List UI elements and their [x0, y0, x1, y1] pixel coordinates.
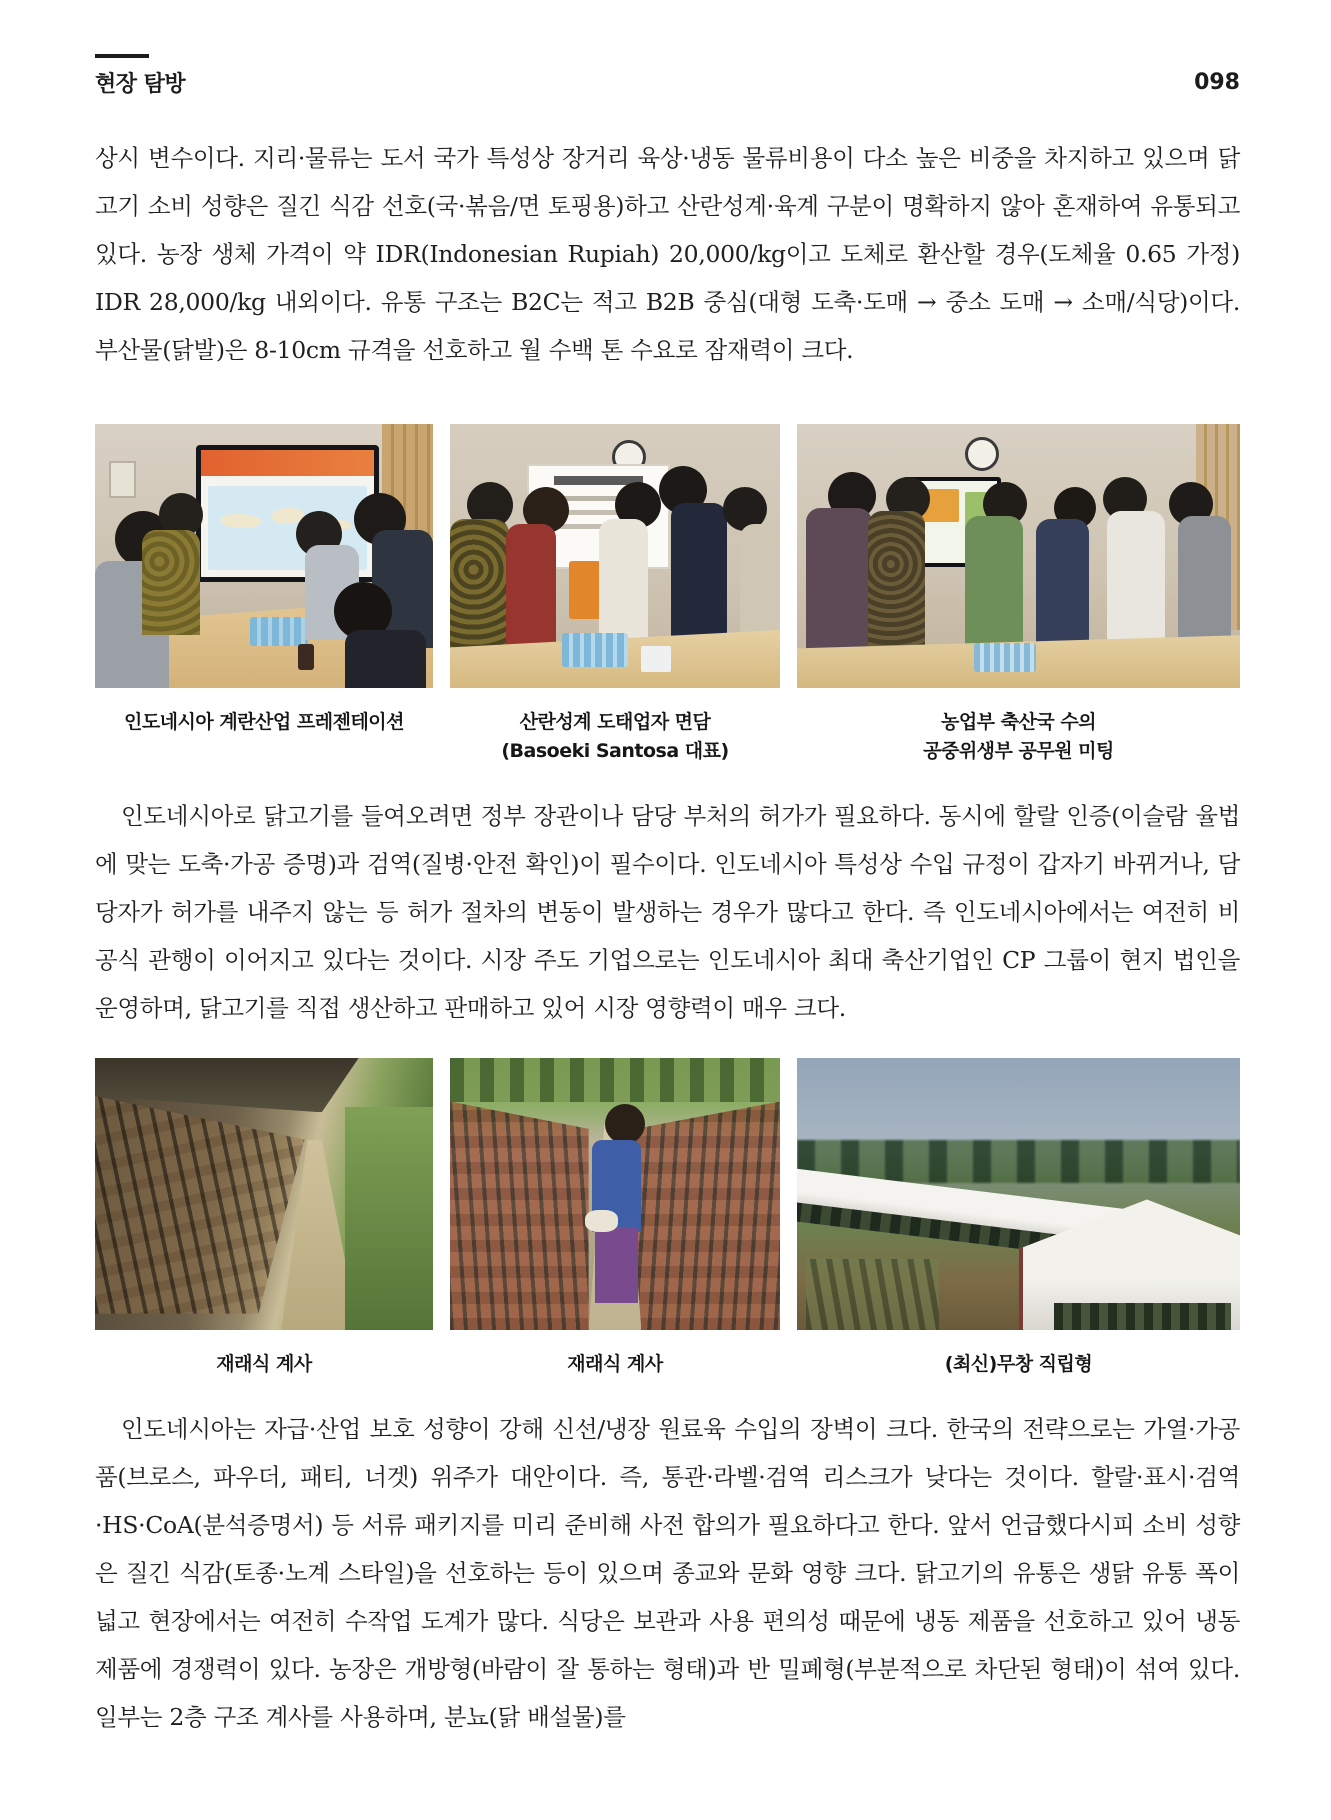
- crop-field: [806, 1259, 939, 1330]
- slide-title-bar: [201, 450, 374, 475]
- caption-row-farms: [95, 1350, 1240, 1379]
- section-label: 현장 탐방: [95, 72, 186, 97]
- photo-row-meetings: [95, 424, 1240, 688]
- map-island: [221, 514, 262, 527]
- cage-bank-left: [450, 1102, 589, 1330]
- section-rule: [95, 54, 149, 58]
- photo-caption: [797, 1350, 1240, 1379]
- caption-line: 농업부 축산국 수의: [940, 711, 1097, 733]
- coffee-cup: [298, 644, 314, 670]
- paragraph-market-logistics: 상시 변수이다. 지리·물류는 도서 국가 특성상 장거리 육상·냉동 물류비용이 다소 높은 비중을 차지하고 있으며 닭고기 소비 성향은 질긴 식감 선호(국·볶음/면 토핑용)하고 산란성계·육계 구분이 명확하지 않아 혼재하여 유통되고 있다. 농장 생체 가격이 약 IDR(Indonesian Rupiah) 20,000/kg이고 도체로 환산할 경우(도체율 0.65 가정) IDR 28,000/kg 내외이다. 유통 구조는 B2C는 적고 B2B 중심(대형 도축·도매 → 중소 도매 → 소매/식당)이다. 부산물(닭발)은 8-10cm 규격을 선호하고 월 수백 톤 수요로 잠재력이 크다.: [95, 144, 1240, 364]
- person-silhouette-foreground: [345, 630, 426, 688]
- farm-worker-trousers: [595, 1227, 638, 1303]
- caption-row-meetings: [95, 708, 1240, 766]
- caption-line: 산란성계 도태업자 면담: [519, 711, 711, 733]
- caption-line: (최신)무창 직립형: [944, 1353, 1093, 1375]
- paragraph-import-permits: 인도네시아로 닭고기를 들여오려면 정부 장관이나 담당 부처의 허가가 필요하다. 동시에 할랄 인증(이슬람 율법에 맞는 도축·가공 증명)과 검역(질병·안전 확인)이 필수이다. 인도네시아 특성상 수입 규정이 갑자기 바뀌거나, 담당자가 허가를 내주지 않는 등 허가 절차의 변동이 발생하는 경우가 많다고 한다. 즉 인도네시아에서는 여전히 비공식 관행이 이어지고 있다는 것이다. 시장 주도 기업으로는 인도네시아 최대 축산기업인 CP 그룹이 현지 법인을 운영하며, 닭고기를 직접 생산하고 판매하고 있어 시장 영향력이 매우 크다.: [95, 802, 1240, 1022]
- egg-tray: [585, 1210, 618, 1232]
- photo-traditional-coop-exterior: [95, 1058, 433, 1330]
- photo-culler-interview-handshake: [450, 424, 780, 688]
- photo-caption: [95, 708, 433, 766]
- photo-traditional-coop-interior: [450, 1058, 780, 1330]
- wall-switch-panel: [109, 461, 136, 498]
- caption-line: 재래식 계사: [216, 1353, 312, 1375]
- photo-caption: [797, 708, 1240, 766]
- caption-line: 공중위생부 공무원 미팅: [923, 740, 1114, 762]
- photo-caption: [450, 708, 780, 766]
- caption-line: 재래식 계사: [567, 1353, 663, 1375]
- photo-caption: [450, 1350, 780, 1379]
- photo-caption: [95, 1350, 433, 1379]
- water-bottles: [974, 643, 1036, 672]
- person-silhouette-batik: [142, 530, 199, 636]
- photo-egg-industry-presentation: [95, 424, 433, 688]
- section-header: [95, 54, 185, 98]
- page-number: 098: [1194, 70, 1240, 95]
- grass-strip: [345, 1107, 433, 1330]
- page-header: [95, 54, 1240, 98]
- photo-ministry-officials-meeting: [797, 424, 1240, 688]
- water-bottles: [250, 617, 307, 646]
- caption-line: (Basoeki Santosa 대표): [501, 740, 729, 762]
- photo-modern-windowless-coop-aerial: [797, 1058, 1240, 1330]
- roof-foliage: [450, 1058, 780, 1102]
- papers-on-table: [641, 646, 671, 672]
- cage-bank-right: [635, 1102, 780, 1330]
- paragraph-strategy-processing: 인도네시아는 자급·산업 보호 성향이 강해 신선/냉장 원료육 수입의 장벽이 크다. 한국의 전략으로는 가열·가공품(브로스, 파우더, 패티, 너겟) 위주가 대안이다. 즉, 통관·라벨·검역 리스크가 낮다는 것이다. 할랄·표시·검역·HS·CoA(분석증명서) 등 서류 패키지를 미리 준비해 사전 합의가 필요하다고 한다. 앞서 언급했다시피 소비 성향은 질긴 식감(토종·노계 스타일)을 선호하는 등이 있으며 종교와 문화 영향 크다. 닭고기의 유통은 생닭 유통 폭이 넓고 현장에서는 여전히 수작업 도계가 많다. 식당은 보관과 사용 편의성 때문에 냉동 제품을 선호하고 있어 냉동 제품에 경쟁력이 있다. 농장은 개방형(바람이 잘 통하는 형태)과 반 밀폐형(부분적으로 차단된 형태)이 섞여 있다. 일부는 2층 구조 계사를 사용하며, 분뇨(닭 배설물)를: [95, 1415, 1240, 1731]
- photo-row-farms: [95, 1058, 1240, 1330]
- water-bottles: [562, 633, 628, 667]
- barn-vent-row: [1054, 1303, 1231, 1330]
- caption-line: 인도네시아 계란산업 프레젠테이션: [123, 711, 405, 733]
